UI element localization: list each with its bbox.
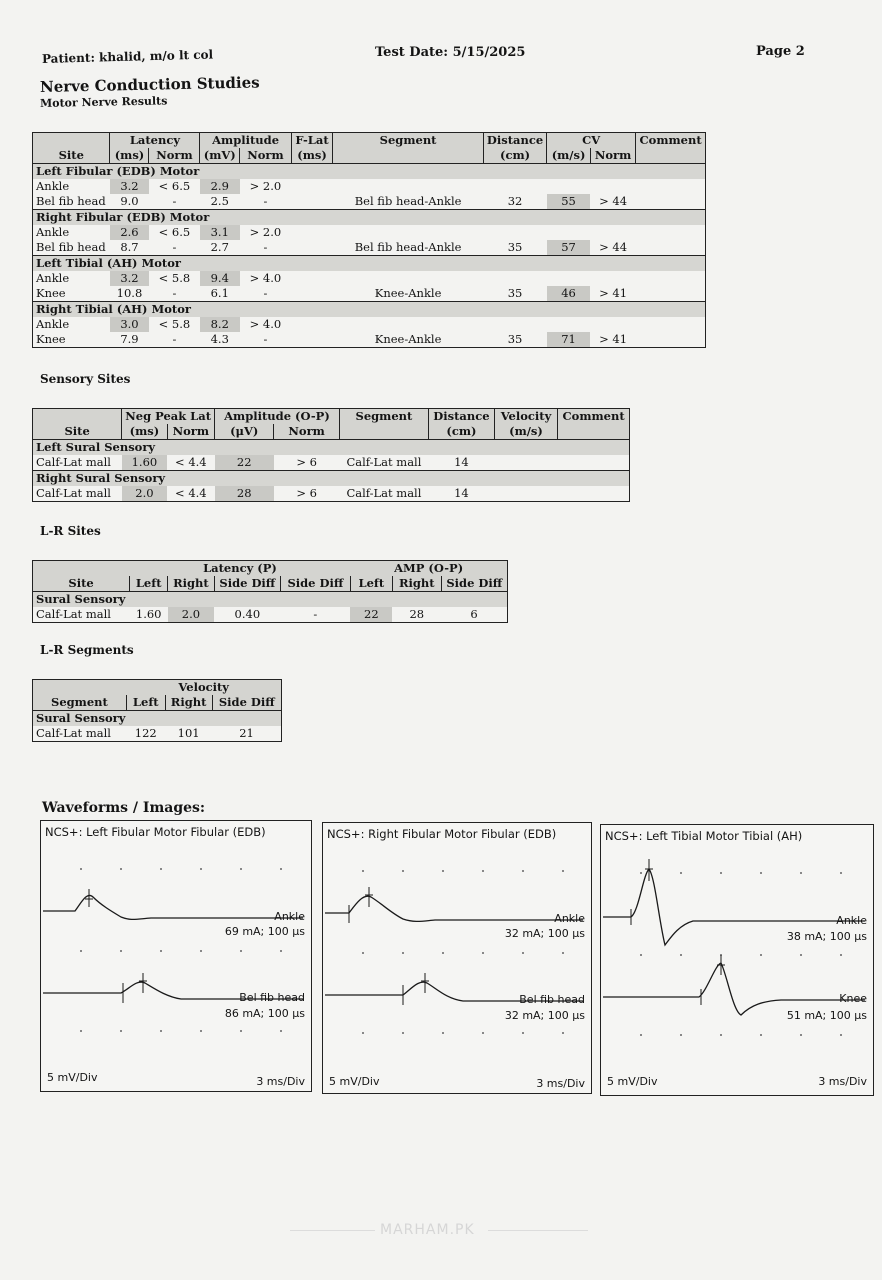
trace-ankle [325,896,583,921]
col-amp-norm: Norm [240,148,292,164]
trace-label: Bel fib head [519,993,585,1006]
motor-header-row-1 [33,133,706,149]
col-latency: Latency [110,133,200,149]
panel-title: NCS+: Right Fibular Motor Fibular (EDB) [327,827,557,841]
table-row: Calf-Lat mall 1.60 2.0 0.40 - 22 28 6 [33,607,508,623]
stim-label: 51 mA; 100 μs [786,1009,867,1022]
col-cv-unit: (m/s) [547,148,591,164]
voltage-scale: 5 mV/Div [47,1071,98,1084]
trace-knee [603,963,865,1015]
col-cv: CV [547,133,636,149]
motor-results-table [32,132,706,348]
trace-label: Ankle [836,914,867,927]
table-row: Knee 7.9 - 4.3 - Knee-Ankle 35 71 > 41 [33,332,706,348]
lr-sites-section-title: L-R Sites [40,524,101,538]
lr-sites-header-row-1: Latency (P) AMP (O-P) [33,561,508,577]
lr-sites-group-row: Sural Sensory [33,592,508,608]
trace-label: Knee [839,992,867,1005]
lr-segments-header-row-1: Velocity [33,680,282,696]
sensory-header-row-1: Neg Peak Lat Amplitude (O-P) Segment Distance Velocity Comment [33,409,630,425]
lr-sites-table [32,560,508,623]
stim-label: 86 mA; 100 μs [224,1007,305,1020]
trace-label: Ankle [554,912,585,925]
waveform-panel-left-tibial [600,824,874,1096]
test-date: Test Date: 5/15/2025 [375,45,526,60]
sensory-group-row: Right Sural Sensory [33,471,630,487]
patient-name: Patient: khalid, m/o lt col [41,47,214,66]
waveforms-title: Waveforms / Images: [42,800,206,816]
motor-group-row: Right Fibular (EDB) Motor [33,210,706,226]
col-dist-unit: (cm) [483,148,546,164]
table-row: Bel fib head 9.0 - 2.5 - Bel fib head-Ankle 32 55 > 44 [33,194,706,210]
table-row: Calf-Lat mall 122 101 21 [33,726,282,742]
table-row: Knee 10.8 - 6.1 - Knee-Ankle 35 46 > 41 [33,286,706,302]
table-row: Ankle 3.0 < 5.8 8.2 > 4.0 [33,317,706,332]
trace-label: Bel fib head [239,991,305,1004]
stim-label: 32 mA; 100 μs [504,927,585,940]
sensory-header-row-2: Site (ms) Norm (μV) Norm (cm) (m/s) [33,424,630,440]
table-row: Ankle 3.2 < 5.8 9.4 > 4.0 [33,271,706,286]
col-lat-unit: (ms) [110,148,149,164]
col-flat-unit: (ms) [291,148,333,164]
waveform-plot [601,825,873,1095]
motor-group-row: Left Fibular (EDB) Motor [33,164,706,180]
time-scale: 3 ms/Div [536,1077,585,1090]
col-comment: Comment [636,133,706,149]
lr-segments-section-title: L-R Segments [40,643,134,657]
trace-ankle [43,895,303,919]
trace-label: Ankle [274,910,305,923]
lr-segments-group-row: Sural Sensory [33,711,282,727]
col-flat: F-Lat [291,133,333,149]
motor-group-row: Right Tibial (AH) Motor [33,302,706,318]
waveform-panel-right-fibular [322,822,592,1094]
sensory-section-title: Sensory Sites [40,372,131,386]
watermark: MARHAM.PK [380,1222,475,1238]
motor-group-row: Left Tibial (AH) Motor [33,256,706,272]
col-cv-norm: Norm [590,148,635,164]
col-lat-norm: Norm [149,148,200,164]
report-subtitle: Motor Nerve Results [39,94,168,110]
waveform-plot [323,823,591,1093]
waveform-plot [41,821,311,1091]
voltage-scale: 5 mV/Div [329,1075,380,1088]
col-distance: Distance [483,133,546,149]
stim-label: 38 mA; 100 μs [786,930,867,943]
col-segment: Segment [333,133,484,149]
col-amplitude: Amplitude [200,133,291,149]
panel-title: NCS+: Left Tibial Motor Tibial (AH) [605,829,803,843]
table-row: Calf-Lat mall 1.60 < 4.4 22 > 6 Calf-Lat mall 14 [33,455,630,471]
lr-segments-header-row-2: Segment Left Right Side Diff [33,695,282,711]
time-scale: 3 ms/Div [256,1075,305,1088]
page-number: Page 2 [756,44,805,59]
stim-label: 69 mA; 100 μs [224,925,305,938]
watermark-line [488,1230,588,1231]
col-site: Site [33,148,110,164]
stim-label: 32 mA; 100 μs [504,1009,585,1022]
col-amp-unit: (mV) [200,148,240,164]
watermark-line [290,1230,375,1231]
lr-segments-table [32,679,282,742]
report-title: Nerve Conduction Studies [39,73,260,96]
time-scale: 3 ms/Div [818,1075,867,1088]
voltage-scale: 5 mV/Div [607,1075,658,1088]
sensory-table [32,408,630,502]
table-row: Ankle 2.6 < 6.5 3.1 > 2.0 [33,225,706,240]
lr-sites-header-row-2: Site Left Right Side Diff Side Diff Left Right Side Diff [33,576,508,592]
motor-header-row-2 [33,148,706,164]
table-row: Calf-Lat mall 2.0 < 4.4 28 > 6 Calf-Lat mall 14 [33,486,630,502]
table-row: Bel fib head 8.7 - 2.7 - Bel fib head-Ankle 35 57 > 44 [33,240,706,256]
panel-title: NCS+: Left Fibular Motor Fibular (EDB) [45,825,266,839]
sensory-group-row: Left Sural Sensory [33,440,630,456]
waveform-panel-left-fibular [40,820,312,1092]
table-row: Ankle 3.2 < 6.5 2.9 > 2.0 [33,179,706,194]
